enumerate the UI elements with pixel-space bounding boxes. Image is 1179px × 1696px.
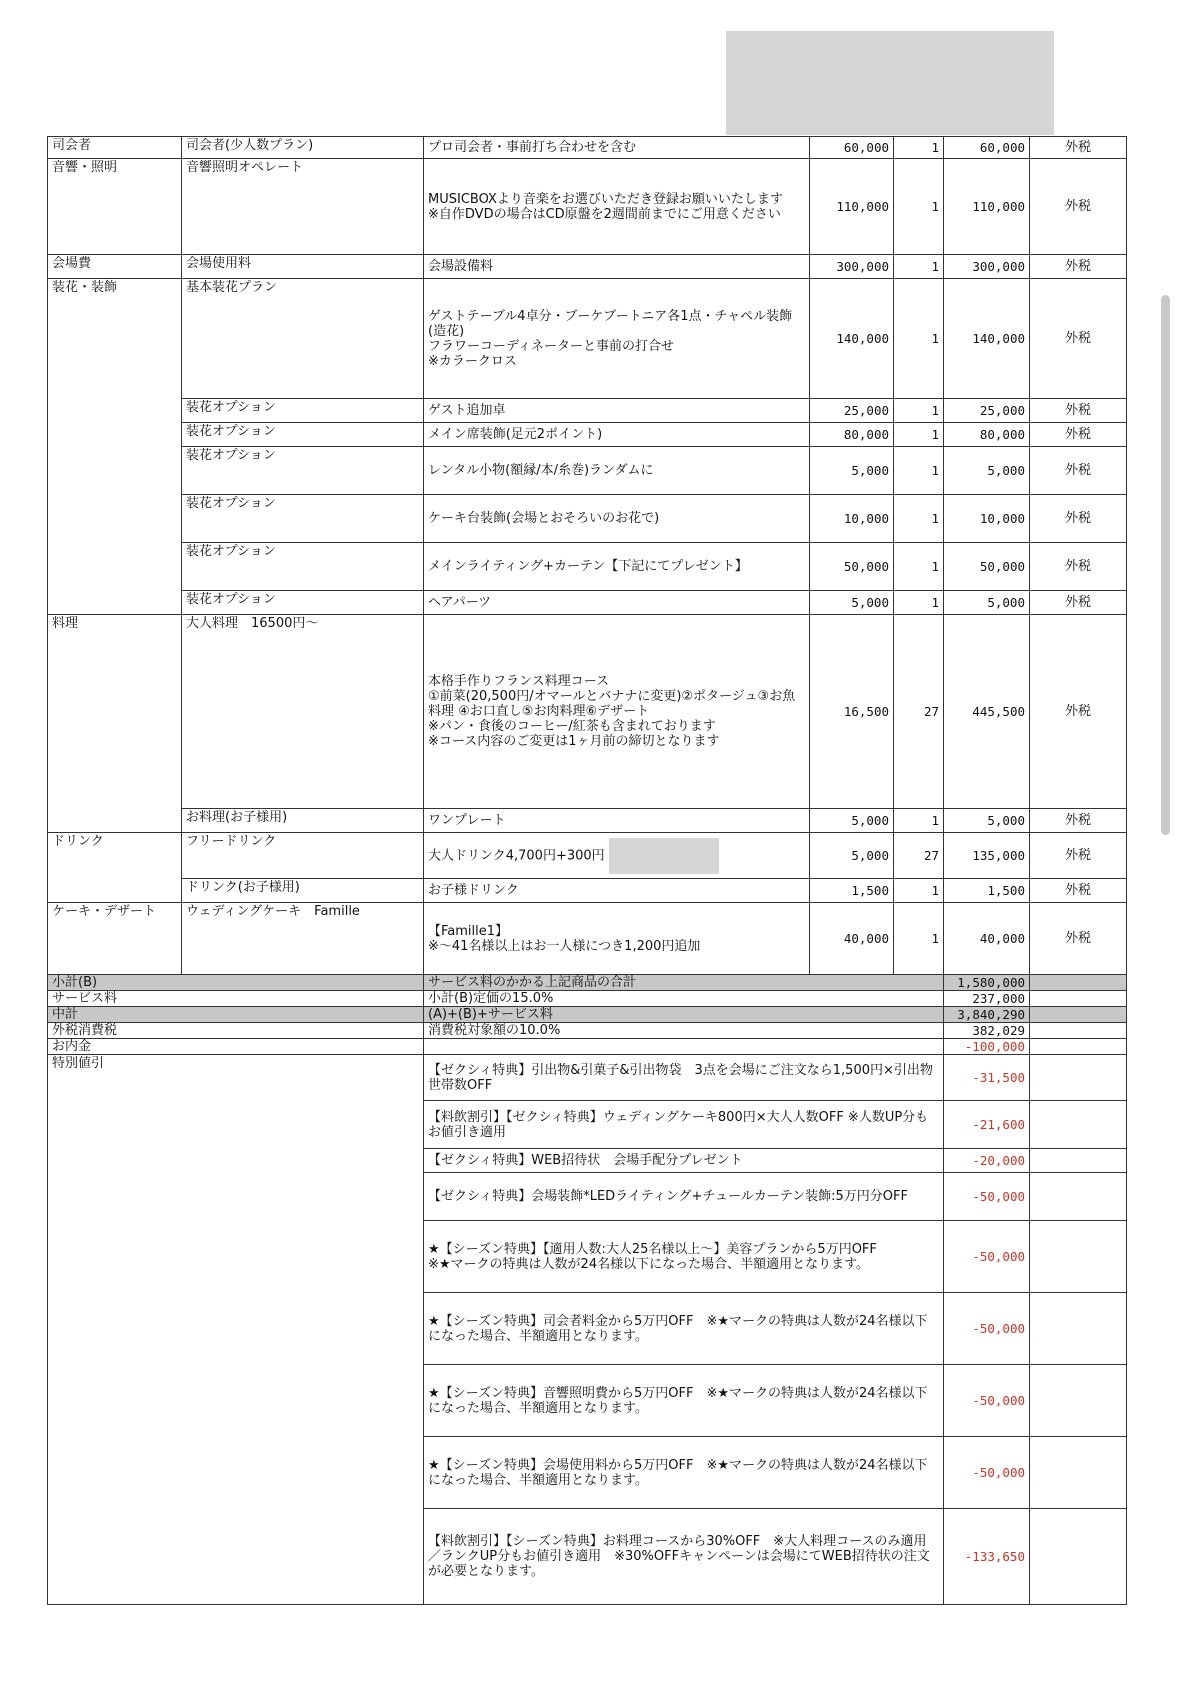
unit-price-cell: 110,000	[810, 159, 894, 255]
redacted-block	[726, 31, 1054, 135]
amount-cell: 25,000	[944, 399, 1030, 423]
description-cell: 【Famille1】 ※～41名様以上はお一人様につき1,200円追加	[424, 903, 810, 975]
summary-blank-cell	[1030, 975, 1127, 991]
tax-type-cell: 外税	[1030, 447, 1127, 495]
item-name-cell: 装花オプション	[182, 423, 424, 447]
summary-description-cell: (A)+(B)+サービス料	[424, 1007, 944, 1023]
summary-label-cell: 小計(B)	[48, 975, 424, 991]
item-row	[48, 615, 1127, 809]
item-name-cell: 装花オプション	[182, 543, 424, 591]
quantity-cell: 1	[894, 543, 944, 591]
discount-amount-cell: -50,000	[944, 1437, 1030, 1509]
category-cell: 司会者	[48, 137, 182, 159]
unit-price-cell: 5,000	[810, 833, 894, 879]
item-row	[48, 879, 1127, 903]
item-name-cell: フリードリンク	[182, 833, 424, 879]
description-cell: プロ司会者・事前打ち合わせを含む	[424, 137, 810, 159]
quantity-cell: 1	[894, 423, 944, 447]
item-row	[48, 903, 1127, 975]
category-cell: ドリンク	[48, 833, 182, 903]
description-cell: ヘアパーツ	[424, 591, 810, 615]
estimate-table	[47, 136, 1127, 1605]
unit-price-cell: 5,000	[810, 809, 894, 833]
discount-amount-cell: -21,600	[944, 1101, 1030, 1149]
summary-description-cell: 消費税対象額の10.0%	[424, 1023, 944, 1039]
discount-description-cell: ★【シーズン特典】音響照明費から5万円OFF ※★マークの特典は人数が24名様以下になった場合、半額適用となります。	[424, 1365, 944, 1437]
discount-amount-cell: -50,000	[944, 1293, 1030, 1365]
category-cell: 会場費	[48, 255, 182, 279]
item-name-cell: 音響照明オペレート	[182, 159, 424, 255]
item-row	[48, 833, 1127, 879]
amount-cell: 50,000	[944, 543, 1030, 591]
tax-type-cell: 外税	[1030, 495, 1127, 543]
amount-cell: 60,000	[944, 137, 1030, 159]
summary-amount-cell: 237,000	[944, 991, 1030, 1007]
item-row	[48, 279, 1127, 399]
summary-blank-cell	[1030, 1007, 1127, 1023]
discount-description-cell: ★【シーズン特典】会場使用料から5万円OFF ※★マークの特典は人数が24名様以下になった場合、半額適用となります。	[424, 1437, 944, 1509]
item-name-cell: ドリンク(お子様用)	[182, 879, 424, 903]
summary-amount-cell: 1,580,000	[944, 975, 1030, 991]
category-cell: 装花・装飾	[48, 279, 182, 615]
summary-row	[48, 1023, 1127, 1039]
estimate-body	[48, 137, 1127, 1605]
discount-blank-cell	[1030, 1101, 1127, 1149]
amount-cell: 135,000	[944, 833, 1030, 879]
discount-amount-cell: -20,000	[944, 1149, 1030, 1173]
summary-label-cell: お内金	[48, 1039, 424, 1055]
category-cell: 音響・照明	[48, 159, 182, 255]
discount-amount-cell: -31,500	[944, 1055, 1030, 1101]
summary-description-cell: サービス料のかかる上記商品の合計	[424, 975, 944, 991]
description-cell: MUSICBOXより音楽をお選びいただき登録お願いいたします ※自作DVDの場合はCD原盤を2週間前までにご用意ください	[424, 159, 810, 255]
quantity-cell: 1	[894, 903, 944, 975]
discount-blank-cell	[1030, 1149, 1127, 1173]
discount-description-cell: 【料飲割引】【シーズン特典】お料理コースから30%OFF ※大人料理コースのみ適用／ランクUP分もお値引き適用 ※30%OFFキャンペーンは会場にてWEB招待状の注文が必要となります。	[424, 1509, 944, 1605]
quantity-cell: 1	[894, 399, 944, 423]
unit-price-cell: 80,000	[810, 423, 894, 447]
discount-description-cell: ★【シーズン特典】司会者料金から5万円OFF ※★マークの特典は人数が24名様以下になった場合、半額適用となります。	[424, 1293, 944, 1365]
category-cell: ケーキ・デザート	[48, 903, 182, 975]
quantity-cell: 1	[894, 591, 944, 615]
description-cell: お子様ドリンク	[424, 879, 810, 903]
description-cell	[424, 833, 810, 879]
amount-cell: 5,000	[944, 809, 1030, 833]
description-cell: ワンプレート	[424, 809, 810, 833]
tax-type-cell: 外税	[1030, 543, 1127, 591]
item-name-cell: 装花オプション	[182, 399, 424, 423]
discount-description-cell: ★【シーズン特典】【適用人数:大人25名様以上～】美容プランから5万円OFF ※★マークの特典は人数が24名様以下になった場合、半額適用となります。	[424, 1221, 944, 1293]
tax-type-cell: 外税	[1030, 809, 1127, 833]
description-cell: メイン席装飾(足元2ポイント)	[424, 423, 810, 447]
quantity-cell: 1	[894, 879, 944, 903]
quantity-cell: 1	[894, 137, 944, 159]
summary-label-cell: 外税消費税	[48, 1023, 424, 1039]
amount-cell: 10,000	[944, 495, 1030, 543]
discount-blank-cell	[1030, 1055, 1127, 1101]
item-name-cell: 装花オプション	[182, 591, 424, 615]
unit-price-cell: 40,000	[810, 903, 894, 975]
summary-description-cell	[424, 1039, 944, 1055]
tax-type-cell: 外税	[1030, 833, 1127, 879]
summary-row	[48, 1007, 1127, 1023]
item-row	[48, 399, 1127, 423]
discount-amount-cell: -133,650	[944, 1509, 1030, 1605]
discount-blank-cell	[1030, 1221, 1127, 1293]
description-cell: ゲストテーブル4卓分・ブーケブートニア各1点・チャペル装飾(造花) フラワーコーディネーターと事前の打合せ ※カラークロス	[424, 279, 810, 399]
item-name-cell: 装花オプション	[182, 495, 424, 543]
unit-price-cell: 1,500	[810, 879, 894, 903]
discount-description-cell: 【料飲割引】【ゼクシィ特典】ウェディングケーキ800円×大人人数OFF ※人数UP分もお値引き適用	[424, 1101, 944, 1149]
discount-blank-cell	[1030, 1509, 1127, 1605]
discount-amount-cell: -50,000	[944, 1173, 1030, 1221]
quantity-cell: 1	[894, 159, 944, 255]
item-name-cell: 大人料理 16500円～	[182, 615, 424, 809]
amount-cell: 40,000	[944, 903, 1030, 975]
tax-type-cell: 外税	[1030, 399, 1127, 423]
item-name-cell: ウェディングケーキ Famille	[182, 903, 424, 975]
item-name-cell: 司会者(少人数プラン)	[182, 137, 424, 159]
amount-cell: 445,500	[944, 615, 1030, 809]
item-row	[48, 423, 1127, 447]
amount-cell: 5,000	[944, 591, 1030, 615]
summary-blank-cell	[1030, 1023, 1127, 1039]
tax-type-cell: 外税	[1030, 159, 1127, 255]
description-cell: ゲスト追加卓	[424, 399, 810, 423]
discount-description-cell: 【ゼクシィ特典】会場装飾*LEDライティング+チュールカーテン装飾:5万円分OFF	[424, 1173, 944, 1221]
item-row	[48, 447, 1127, 495]
quantity-cell: 1	[894, 809, 944, 833]
discount-blank-cell	[1030, 1173, 1127, 1221]
unit-price-cell: 50,000	[810, 543, 894, 591]
description-cell: レンタル小物(額縁/本/糸巻)ランダムに	[424, 447, 810, 495]
description-cell: メインライティング+カーテン【下記にてプレゼント】	[424, 543, 810, 591]
amount-cell: 80,000	[944, 423, 1030, 447]
tax-type-cell: 外税	[1030, 255, 1127, 279]
unit-price-cell: 140,000	[810, 279, 894, 399]
tax-type-cell: 外税	[1030, 591, 1127, 615]
amount-cell: 300,000	[944, 255, 1030, 279]
discount-description-cell: 【ゼクシィ特典】引出物&引菓子&引出物袋 3点を会場にご注文なら1,500円×引出物世帯数OFF	[424, 1055, 944, 1101]
tax-type-cell: 外税	[1030, 879, 1127, 903]
unit-price-cell: 300,000	[810, 255, 894, 279]
amount-cell: 1,500	[944, 879, 1030, 903]
discount-row	[48, 1055, 1127, 1101]
unit-price-cell: 5,000	[810, 447, 894, 495]
item-name-cell: 基本装花プラン	[182, 279, 424, 399]
quantity-cell: 27	[894, 833, 944, 879]
discount-description-cell: 【ゼクシィ特典】WEB招待状 会場手配分プレゼント	[424, 1149, 944, 1173]
unit-price-cell: 60,000	[810, 137, 894, 159]
unit-price-cell: 5,000	[810, 591, 894, 615]
item-name-cell: 装花オプション	[182, 447, 424, 495]
description-cell: 会場設備料	[424, 255, 810, 279]
quantity-cell: 1	[894, 495, 944, 543]
summary-amount-cell: 382,029	[944, 1023, 1030, 1039]
unit-price-cell: 16,500	[810, 615, 894, 809]
summary-row	[48, 975, 1127, 991]
quantity-cell: 1	[894, 279, 944, 399]
unit-price-cell: 25,000	[810, 399, 894, 423]
amount-cell: 5,000	[944, 447, 1030, 495]
item-row	[48, 591, 1127, 615]
tax-type-cell: 外税	[1030, 137, 1127, 159]
quantity-cell: 27	[894, 615, 944, 809]
item-row	[48, 543, 1127, 591]
category-cell: 料理	[48, 615, 182, 833]
item-row	[48, 255, 1127, 279]
item-row	[48, 159, 1127, 255]
discount-blank-cell	[1030, 1293, 1127, 1365]
discount-blank-cell	[1030, 1365, 1127, 1437]
summary-blank-cell	[1030, 991, 1127, 1007]
summary-row	[48, 1039, 1127, 1055]
item-row	[48, 137, 1127, 159]
summary-row	[48, 991, 1127, 1007]
amount-cell: 140,000	[944, 279, 1030, 399]
summary-label-cell: 中計	[48, 1007, 424, 1023]
summary-amount-cell: 3,840,290	[944, 1007, 1030, 1023]
tax-type-cell: 外税	[1030, 903, 1127, 975]
scrollbar[interactable]	[1161, 295, 1170, 835]
description-cell: ケーキ台装飾(会場とおそろいのお花で)	[424, 495, 810, 543]
tax-type-cell: 外税	[1030, 615, 1127, 809]
tax-type-cell: 外税	[1030, 423, 1127, 447]
item-row	[48, 809, 1127, 833]
item-name-cell: お料理(お子様用)	[182, 809, 424, 833]
amount-cell: 110,000	[944, 159, 1030, 255]
tax-type-cell: 外税	[1030, 279, 1127, 399]
summary-label-cell: サービス料	[48, 991, 424, 1007]
discount-blank-cell	[1030, 1437, 1127, 1509]
quantity-cell: 1	[894, 447, 944, 495]
summary-blank-cell	[1030, 1039, 1127, 1055]
summary-description-cell: 小計(B)定価の15.0%	[424, 991, 944, 1007]
item-name-cell: 会場使用料	[182, 255, 424, 279]
description-text: 大人ドリンク4,700円+300円	[428, 848, 605, 863]
discount-label-cell: 特別値引	[48, 1055, 424, 1605]
redacted-block	[609, 838, 719, 874]
unit-price-cell: 10,000	[810, 495, 894, 543]
description-cell: 本格手作りフランス料理コース ①前菜(20,500円/オマールとバナナに変更)②ポタージュ③お魚料理 ④お口直し⑤お肉料理⑥デザート ※パン・食後のコーヒー/紅茶も含まれております ※コース内容のご変更は1ヶ月前の締切となります	[424, 615, 810, 809]
discount-amount-cell: -50,000	[944, 1221, 1030, 1293]
discount-amount-cell: -50,000	[944, 1365, 1030, 1437]
quantity-cell: 1	[894, 255, 944, 279]
item-row	[48, 495, 1127, 543]
summary-amount-cell: -100,000	[944, 1039, 1030, 1055]
